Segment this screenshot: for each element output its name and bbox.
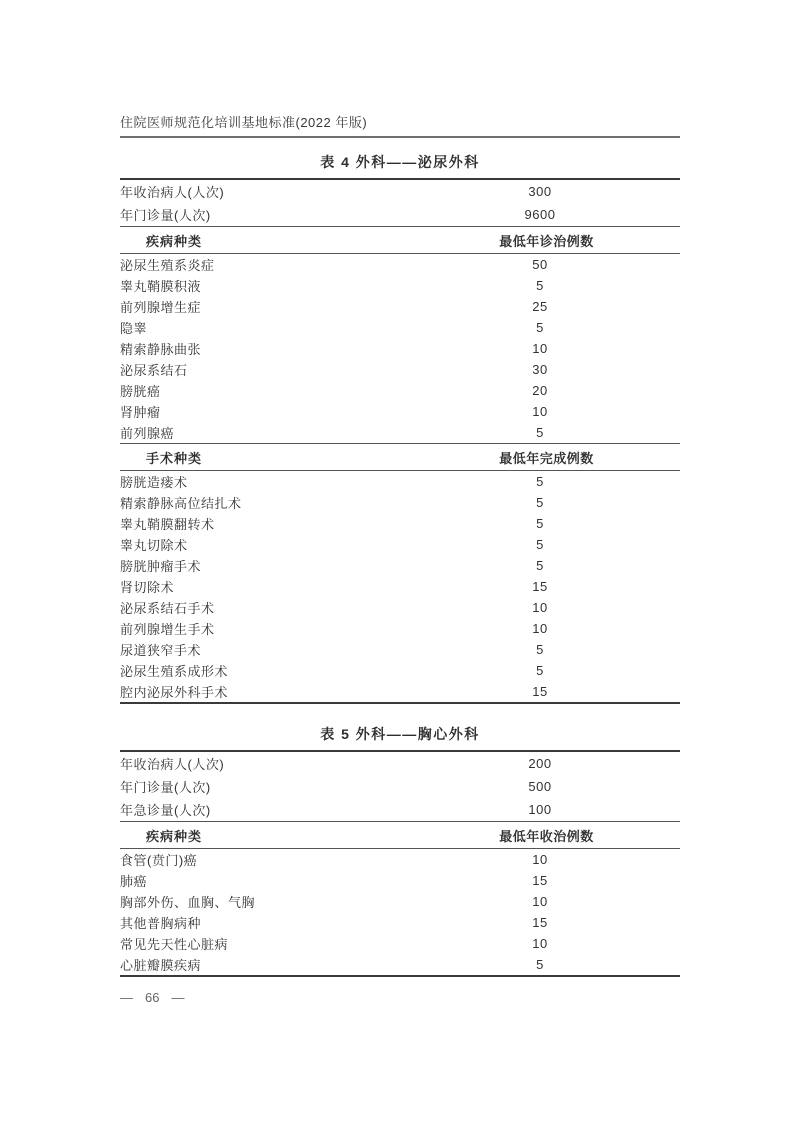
value-column-header: 最低年诊治例数 (499, 233, 594, 249)
category-column-header: 疾病种类 (146, 233, 203, 249)
table-row (120, 597, 680, 618)
row-label: 其他普胸病种 (120, 916, 202, 931)
row-label: 胸部外伤、血胸、气胸 (120, 895, 256, 910)
row-value: 15 (532, 873, 548, 888)
page-footer (120, 990, 680, 1005)
row-value: 5 (536, 642, 544, 657)
table-row (120, 513, 680, 534)
row-value: 10 (532, 936, 548, 951)
row-label: 泌尿生殖系炎症 (120, 258, 215, 273)
table-row (120, 618, 680, 639)
row-label: 前列腺增生症 (120, 300, 202, 315)
info-value: 300 (528, 184, 552, 199)
row-label: 膀胱造瘘术 (120, 475, 188, 490)
row-label: 睾丸鞘膜积液 (120, 279, 202, 294)
row-value: 10 (532, 404, 548, 419)
row-label: 精索静脉高位结扎术 (120, 496, 242, 511)
table-row (120, 954, 680, 975)
row-value: 5 (536, 558, 544, 573)
page-header (120, 114, 680, 138)
section-header-row (120, 443, 680, 471)
row-label: 前列腺癌 (120, 426, 175, 441)
table-info-row (120, 775, 680, 798)
table-row (120, 492, 680, 513)
footer-left-dash: — (120, 990, 133, 1005)
category-column-header: 疾病种类 (146, 828, 203, 844)
standards-table (120, 152, 680, 704)
table-row (120, 254, 680, 275)
row-value: 5 (536, 474, 544, 489)
table-info-row (120, 752, 680, 775)
tables-container (120, 152, 680, 977)
table-row (120, 870, 680, 891)
value-column-header: 最低年完成例数 (499, 450, 594, 466)
row-label: 睾丸鞘膜翻转术 (120, 517, 215, 532)
category-column-header: 手术种类 (146, 450, 203, 466)
table-title: 表 4 外科——泌尿外科 (320, 154, 480, 170)
row-value: 5 (536, 320, 544, 335)
row-label: 前列腺增生手术 (120, 622, 215, 637)
table-section (120, 226, 680, 443)
table-row (120, 912, 680, 933)
table-body (120, 750, 680, 977)
table-row (120, 849, 680, 870)
row-value: 5 (536, 516, 544, 531)
section-rows (120, 849, 680, 975)
row-value: 50 (532, 257, 548, 272)
row-label: 泌尿系结石 (120, 363, 188, 378)
info-value: 100 (528, 802, 552, 817)
standards-table (120, 724, 680, 977)
section-header-row (120, 821, 680, 849)
table-row (120, 275, 680, 296)
row-value: 5 (536, 425, 544, 440)
info-label: 年急诊量(人次) (120, 803, 211, 818)
table-section (120, 821, 680, 975)
info-value: 500 (528, 779, 552, 794)
table-row (120, 317, 680, 338)
info-label: 年门诊量(人次) (120, 208, 211, 223)
row-value: 15 (532, 915, 548, 930)
row-value: 10 (532, 341, 548, 356)
table-row (120, 891, 680, 912)
table-title: 表 5 外科——胸心外科 (320, 726, 480, 742)
row-label: 膀胱肿瘤手术 (120, 559, 202, 574)
row-label: 膀胱癌 (120, 384, 161, 399)
value-column-header: 最低年收治例数 (499, 828, 594, 844)
row-label: 隐睾 (120, 321, 148, 336)
section-header-row (120, 226, 680, 254)
row-value: 10 (532, 894, 548, 909)
row-label: 肺癌 (120, 874, 148, 889)
table-row (120, 380, 680, 401)
footer-right-dash: — (171, 990, 185, 1005)
table-row (120, 422, 680, 443)
info-label: 年收治病人(人次) (120, 757, 225, 772)
section-rows (120, 471, 680, 702)
row-label: 肾肿瘤 (120, 405, 161, 420)
table-body (120, 178, 680, 704)
row-value: 5 (536, 495, 544, 510)
row-value: 15 (532, 579, 548, 594)
table-row (120, 401, 680, 422)
row-label: 常见先天性心脏病 (120, 937, 229, 952)
row-value: 15 (532, 684, 548, 699)
table-row (120, 933, 680, 954)
table-row (120, 296, 680, 317)
table-row (120, 681, 680, 702)
row-label: 肾切除术 (120, 580, 175, 595)
document-title: 住院医师规范化培训基地标准(2022 年版) (120, 115, 368, 130)
row-label: 泌尿系结石手术 (120, 601, 215, 616)
row-value: 20 (532, 383, 548, 398)
row-label: 尿道狭窄手术 (120, 643, 202, 658)
row-value: 25 (532, 299, 548, 314)
info-label: 年门诊量(人次) (120, 780, 211, 795)
page-number: 66 (145, 990, 160, 1005)
row-value: 5 (536, 663, 544, 678)
info-value: 200 (528, 756, 552, 771)
info-value: 9600 (524, 207, 556, 222)
row-value: 10 (532, 621, 548, 636)
table-row (120, 471, 680, 492)
row-value: 10 (532, 600, 548, 615)
table-row (120, 338, 680, 359)
row-value: 10 (532, 852, 548, 867)
table-info-row (120, 180, 680, 203)
table-row (120, 555, 680, 576)
row-label: 精索静脉曲张 (120, 342, 202, 357)
row-label: 腔内泌尿外科手术 (120, 685, 229, 700)
row-value: 5 (536, 278, 544, 293)
table-section (120, 443, 680, 702)
table-info-row (120, 203, 680, 226)
table-row (120, 359, 680, 380)
row-label: 心脏瓣膜疾病 (120, 958, 202, 973)
row-value: 30 (532, 362, 548, 377)
header-divider (120, 136, 680, 138)
row-label: 睾丸切除术 (120, 538, 188, 553)
section-rows (120, 254, 680, 443)
table-row (120, 639, 680, 660)
row-value: 5 (536, 957, 544, 972)
table-row (120, 660, 680, 681)
table-row (120, 534, 680, 555)
table-row (120, 576, 680, 597)
row-label: 食管(贲门)癌 (120, 853, 198, 868)
table-info-row (120, 798, 680, 821)
row-label: 泌尿生殖系成形术 (120, 664, 229, 679)
info-label: 年收治病人(人次) (120, 185, 225, 200)
row-value: 5 (536, 537, 544, 552)
